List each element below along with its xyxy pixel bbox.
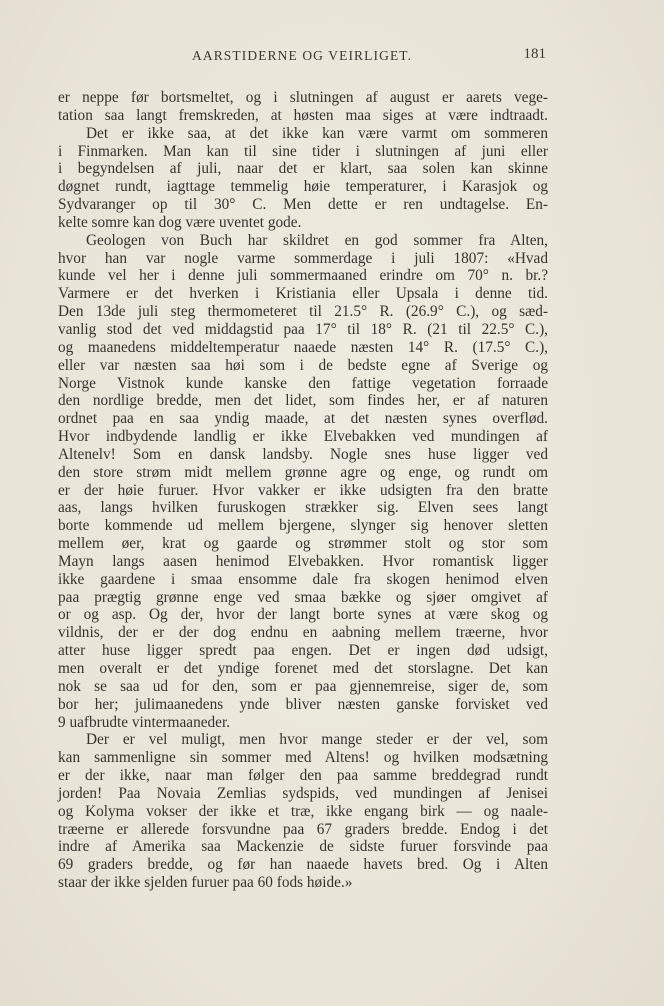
text-line: 9 uafbrudte vintermaaneder. bbox=[58, 713, 231, 731]
text-line: kan sammenligne sin sommer med Altens! og hvilken modsætning bbox=[58, 749, 548, 767]
text-line: aas, langs hvilken furuskogen strækker sig. Elven sees langt bbox=[58, 499, 548, 517]
body-text bbox=[58, 89, 548, 892]
text-line: Der er vel muligt, men hvor mange steder er der vel, som bbox=[86, 731, 548, 749]
text-line: men overalt er det yndige forenet med det storslagne. Det kan bbox=[58, 660, 548, 677]
text-line: paa prægtig grønne enge ved smaa bække og sjøer omgivet af bbox=[58, 588, 548, 606]
text-line: Geologen von Buch har skildret en god sommer fra Alten, bbox=[86, 231, 548, 249]
text-line: kunde vel her i denne juli sommermaaned erindre om 70° n. br.? bbox=[58, 267, 548, 285]
text-line: døgnet rundt, iagttage temmelig høie temperaturer, i Karasjok og bbox=[58, 178, 548, 196]
text-line: Den 13de juli steg thermometeret til 21.5° R. (26.9° C.), og sæd- bbox=[58, 303, 548, 321]
text-line: bor her; julimaanedens ynde bliver næsten ganske forvisket ved bbox=[58, 695, 548, 713]
text-line: og maanedens middeltemperatur naaede næsten 14° R. (17.5° C.), bbox=[58, 338, 548, 356]
text-line: i Finmarken. Man kan til sine tider i slutningen af juni eller bbox=[58, 142, 548, 160]
text-line: hvor han var nogle varme sommerdage i juli 1807: «Hvad bbox=[58, 249, 548, 267]
text-line: træerne er allerede forsvundne paa 67 graders bredde. Endog i det bbox=[58, 820, 548, 838]
text-line: eller var næsten saa høi som i de bedste egne af Sverige og bbox=[58, 356, 548, 374]
page-number: 181 bbox=[523, 46, 546, 62]
text-line: jorden! Paa Novaia Zemlias sydspids, ved mundingen af Jenisei bbox=[58, 784, 548, 802]
text-line: Mayn langs aasen henimod Elvebakken. Hvor romantisk ligger bbox=[58, 552, 548, 570]
text-line: tation saa langt fremskreden, at høsten maa siges at være indtraadt. bbox=[58, 106, 548, 124]
text-line: Altenelv! Som en dansk landsby. Nogle snes huse ligger ved bbox=[58, 445, 548, 463]
text-line: Det er ikke saa, at det ikke kan være varmt om sommeren bbox=[86, 124, 548, 142]
text-line: ikke gaardene i smaa ensomme dale fra skogen henimod elven bbox=[58, 570, 548, 588]
text-line: atter huse ligger spredt paa engen. Det er ingen død udsigt, bbox=[58, 642, 548, 660]
text-line: er der ikke, naar man følger den paa samme breddegrad rundt bbox=[58, 767, 548, 785]
text-line: er der høie furuer. Hvor vakker er ikke udsigten fra den bratte bbox=[58, 481, 548, 499]
text-line: mellem øer, krat og gaarde og strømmer stolt og stor som bbox=[58, 535, 548, 553]
text-line: vildnis, der er der dog endnu en aabning mellem træerne, hvor bbox=[58, 624, 548, 642]
text-line: vanlig stod det ved middagstid paa 17° til 18° R. (21 til 22.5° C.), bbox=[58, 320, 548, 338]
text-line: 69 graders bredde, og før han naaede havets bred. Og i Alten bbox=[58, 856, 548, 874]
text-line: er neppe før bortsmeltet, og i slutningen af august er aarets vege- bbox=[58, 89, 548, 106]
running-head: AARSTIDERNE OG VEIRLIGET. bbox=[192, 48, 413, 63]
text-line: or og asp. Og der, hvor der langt borte synes at være skog og bbox=[58, 606, 548, 624]
text-line: i begyndelsen af juli, naar det er klart, saa solen kan skinne bbox=[58, 160, 548, 178]
page-header bbox=[56, 48, 546, 70]
text-line: Norge Vistnok kunde kanske den fattige vegetation forraade bbox=[58, 374, 548, 392]
text-line: staar der ikke sjelden furuer paa 60 fods høide.» bbox=[58, 874, 353, 892]
text-line: den store strøm midt mellem grønne agre og enge, og rundt om bbox=[58, 463, 548, 481]
text-line: nok se saa ud for den, som er paa gjennemreise, siger de, som bbox=[58, 677, 548, 695]
text-line: kelte somre kan dog være uventet gode. bbox=[58, 213, 302, 231]
text-line: Hvor indbydende landlig er ikke Elvebakken ved mundingen af bbox=[58, 428, 548, 446]
text-line: indre af Amerika saa Mackenzie de sidste furuer forsvinde paa bbox=[58, 838, 548, 856]
text-line: den nordlige bredde, men det lidet, som findes her, er af naturen bbox=[58, 392, 548, 410]
text-line: og Kolyma vokser der ikke et træ, ikke engang birk — og naale- bbox=[58, 802, 548, 820]
text-line: borte kommende ud mellem bjergene, slynger sig henover sletten bbox=[58, 517, 548, 535]
text-line: ordnet paa en saa yndig maade, at det næsten synes overflød. bbox=[58, 410, 548, 428]
text-line: Varmere er det hverken i Kristiania eller Upsala i denne tid. bbox=[58, 285, 548, 303]
text-line: Sydvaranger op til 30° C. Men dette er ren undtagelse. En- bbox=[58, 196, 548, 214]
